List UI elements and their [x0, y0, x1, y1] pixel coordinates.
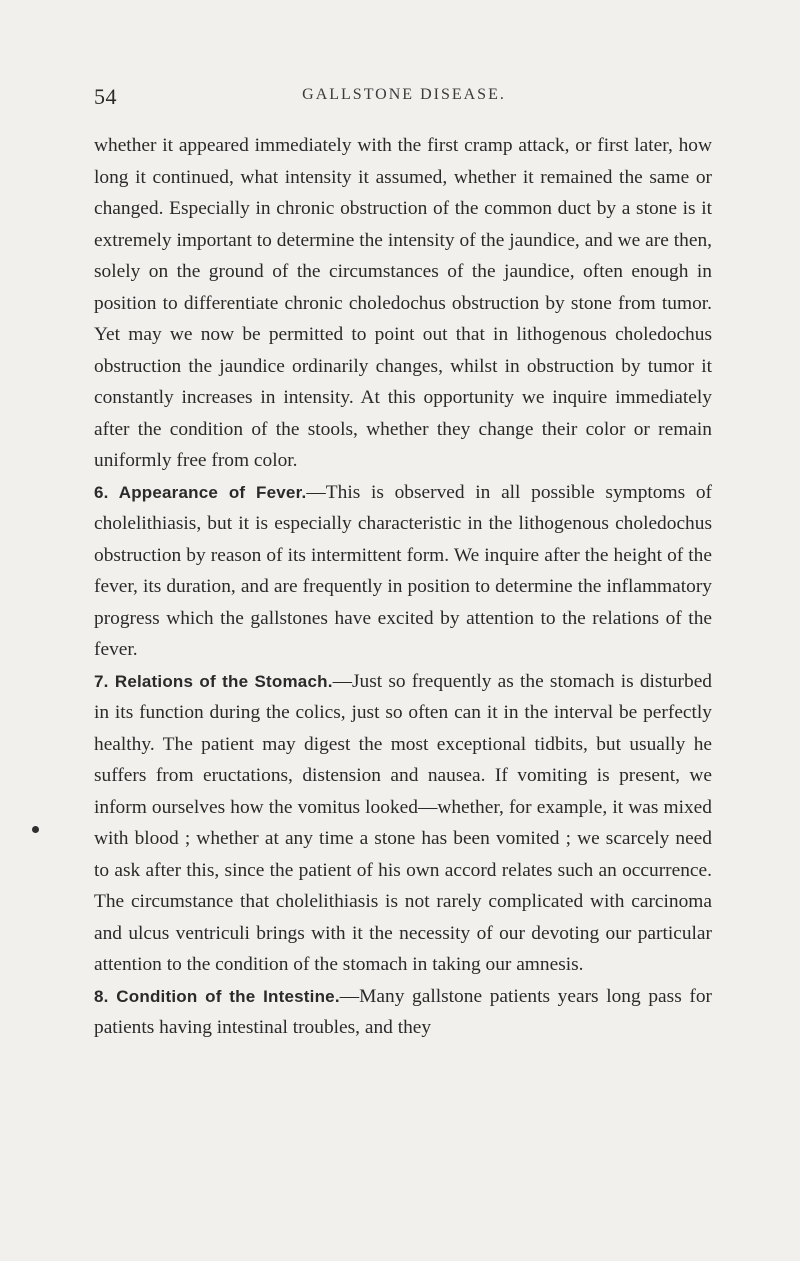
body-text	[94, 130, 712, 1044]
section-text: —Many gallstone patients years long pass for patients having intestinal troubles, and they	[94, 985, 712, 1038]
section-fever	[94, 477, 712, 666]
section-intestine	[94, 981, 712, 1044]
page-number: 54	[94, 84, 117, 109]
section-heading: 7. Relations of the Stomach.	[94, 671, 333, 691]
section-heading: 6. Appearance of Fever.	[94, 482, 307, 502]
intro-paragraph: whether it appeared immediately with the first cramp attack, or first later, how long it continued, what intensity it assumed, whether it remained the same or changed. Especially in chronic obstruction of the common duct by a stone is it extremely important to determine the intensity of the jaundice, and we are then, solely on the ground of the circumstances of the jaundice, often enough in position to differentiate chronic choledochus obstruction by stone from tumor. Yet may we now be permitted to point out that in lithogenous choledochus obstruction the jaundice ordinarily changes, whilst in obstruction by tumor it constantly increases in intensity. At this opportunity we inquire immediately after the condition of the stools, whether they change their color or remain uniformly free from color.	[94, 135, 712, 471]
section-text: —Just so frequently as the stomach is disturbed in its function during the colics, just so often can it in the interval be perfectly healthy. The patient may digest the most exceptional tidbits, but usually he suffers from eructations, distension and nausea. If vomiting is present, we inform ourselves how the vomitus looked—whether, for example, it was mixed with blood ; whether at any time a stone has been vomited ; we scarcely need to ask after this, since the patient of his own accord relates such an occurrence. The circumstance that cholelithiasis is not rarely complicated with carcinoma and ulcus ventriculi brings with it the necessity of our devoting our particular attention to the condition of the stomach in taking our amnesis.	[94, 670, 713, 975]
running-head	[94, 84, 714, 108]
section-heading: 8. Condition of the Intestine.	[94, 986, 340, 1006]
margin-dot	[32, 826, 39, 833]
running-title: GALLSTONE DISEASE.	[302, 86, 506, 103]
section-stomach	[94, 666, 712, 981]
section-text: —This is observed in all possible symptoms of cholelithiasis, but it is especially characteristic in the lithogenous choledochus obstruction by reason of its intermittent form. We inquire after the height of the fever, its duration, and are frequently in position to determine the inflammatory progress which the gallstones have excited by attention to the relations of the fever.	[94, 481, 712, 660]
